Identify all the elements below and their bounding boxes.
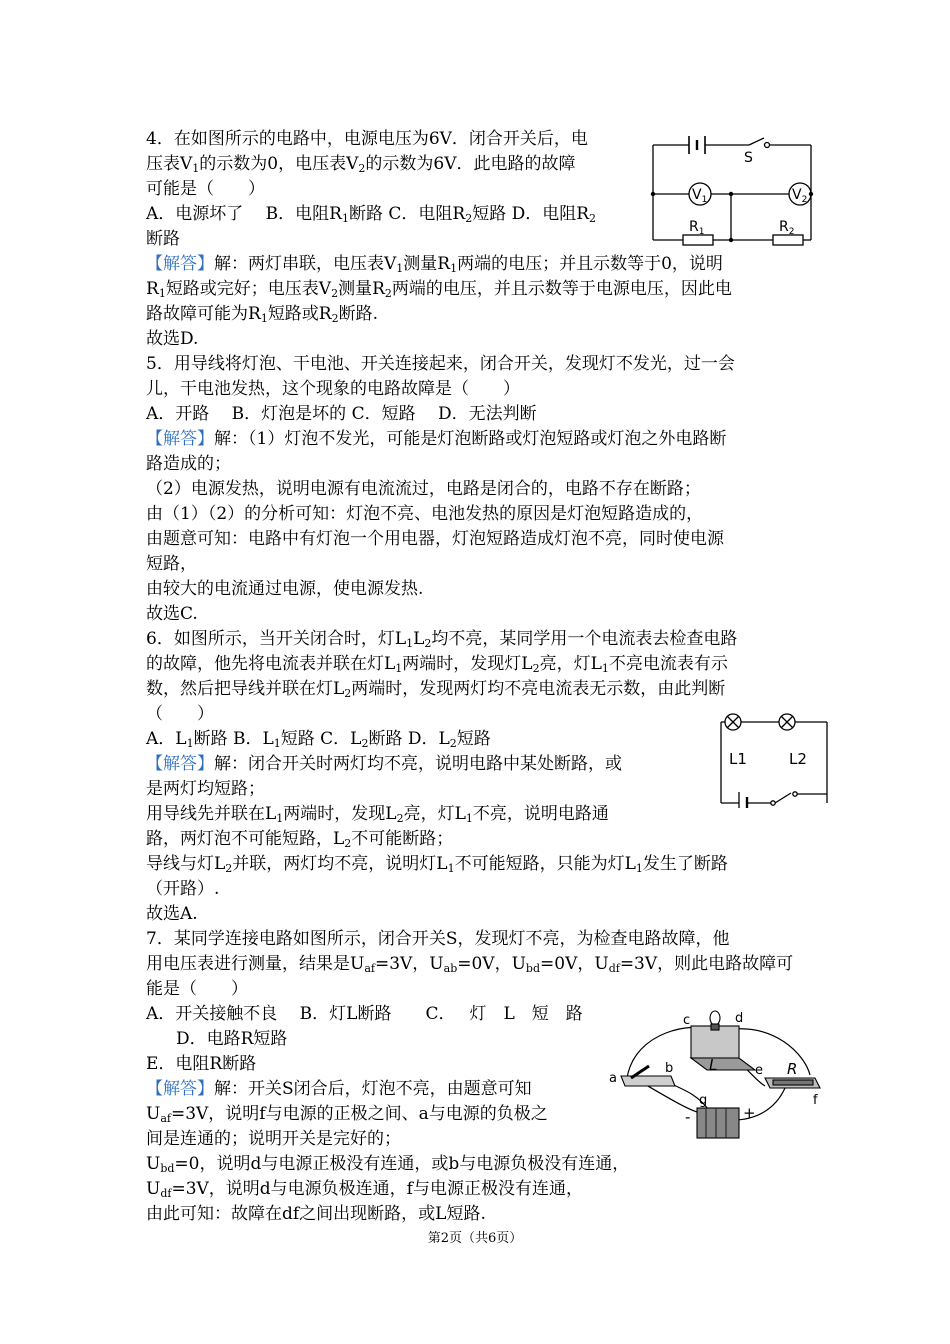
q4-answer-2: $R_1$短路或完好；电压表$V_2$测量$R_2$两端的电压，并且示数等于电源电压，因此电	[146, 279, 732, 300]
q7-answer-1: 【解答】解：开关S闭合后，灯泡不亮，由题意可知	[146, 1079, 532, 1099]
q7-label-minus: -	[685, 1108, 691, 1126]
q4-options: A．电源坏了 B．电阻$R_1$断路 C．电阻$R_2$短路 D．电阻$R_2$	[146, 204, 597, 225]
q6-answer-3: 用导线先并联在$L_1$两端时，发现$L_2$亮，灯$L_1$不亮，说明电路通	[146, 804, 609, 825]
q5-answer-3: （2）电源发热，说明电源有电流流过，电路是闭合的，电路不存在断路；	[146, 479, 701, 499]
q7-label-a: a	[609, 1071, 617, 1086]
q4-choice: 故选D.	[146, 329, 199, 349]
q4-v2-label: $V_2$	[792, 187, 808, 205]
q6-line1: 6．如图所示，当开关闭合时，灯$L_1L_2$均不亮，某同学用一个电流表去检查电路	[146, 629, 738, 650]
q4-line5: 断路	[146, 229, 180, 249]
q6-answer-1: 【解答】解：闭合开关时两灯均不亮，说明电路中某处断路，或	[146, 754, 622, 774]
q7-label-resistor: R	[787, 1060, 798, 1078]
q6-choice: 故选A.	[146, 904, 198, 924]
q7-label-lamp: L	[709, 1056, 718, 1074]
q5-line1: 5．用导线将灯泡、干电池、开关连接起来，闭合开关，发现灯不发光，过一会	[146, 354, 735, 374]
q6-circuit-diagram	[715, 708, 833, 808]
q4-v1-label: $V_1$	[692, 187, 708, 205]
q5-answer-5: 由题意可知：电路中有灯泡一个用电器，灯泡短路造成灯泡不亮，同时使电源	[146, 529, 724, 549]
q6-options: A．$L_1$断路 B．$L_1$短路 C．$L_2$断路 D．$L_2$短路	[146, 729, 491, 750]
q6-answer-4: 路，两灯泡不可能短路，$L_2$不可能断路；	[146, 829, 454, 850]
q6-answer-5: 导线与灯$L_2$并联，两灯均不亮，说明灯$L_1$不可能短路，只能为灯$L_1$发生了断路	[146, 854, 728, 875]
q7-options-1: A．开关接触不良 B．灯L断路 C． 灯 L 短 路	[146, 1004, 583, 1024]
q6-l1-label: L1	[729, 750, 747, 768]
q5-options: A．开路 B．灯泡是坏的 C．短路 D．无法判断	[146, 404, 537, 424]
q4-switch-label: S	[744, 150, 753, 166]
q6-answer-2: 是两灯均短路；	[146, 779, 265, 799]
q7-line2: 用电压表进行测量，结果是$U_{af}=3V$，$U_{ab}=0V$，$U_{bd}=0V$，$U_{df}=3V$，则此电路故障可	[146, 954, 794, 975]
q6-l2-label: L2	[789, 750, 807, 768]
q4-line1: 4．在如图所示的电路中，电源电压为6V．闭合开关后，电	[146, 129, 588, 149]
q7-label-e: e	[755, 1063, 763, 1078]
q6-line3: 数，然后把导线并联在灯$L_2$两端时，发现两灯均不亮电流表无示数，由此判断	[146, 679, 726, 700]
q7-line1: 7．某同学连接电路如图所示，闭合开关S，发现灯不亮，为检查电路故障，他	[146, 929, 730, 949]
q5-answer-4: 由（1）（2）的分析可知：灯泡不亮、电池发热的原因是灯泡短路造成的，	[146, 504, 704, 524]
q6-answer-6: （开路）.	[146, 879, 220, 899]
q4-answer-1: 【解答】解：两灯串联，电压表$V_1$测量$R_1$两端的电压；并且示数等于0，说明	[146, 254, 723, 275]
q7-label-b: b	[665, 1061, 674, 1076]
q4-r1-label: $R_1$	[689, 219, 705, 237]
q5-line2: 儿，干电池发热，这个现象的电路故障是（ ）	[146, 379, 520, 399]
q7-answer-6: 由此可知：故障在df之间出现断路，或L短路.	[146, 1204, 486, 1224]
q4-circuit-diagram	[645, 128, 820, 250]
q6-line4: （ ）	[146, 704, 214, 724]
q4-line3: 可能是（ ）	[146, 179, 265, 199]
q7-answer-2: $U_{af}=3V$，说明f与电源的正极之间、a与电源的负极之	[146, 1104, 548, 1125]
q4-line2: 压表$V_1$的示数为0，电压表$V_2$的示数为6V．此电路的故障	[146, 154, 576, 175]
q7-line3: 能是（ ）	[146, 979, 248, 999]
q5-answer-7: 由较大的电流通过电源，使电源发热.	[146, 579, 424, 599]
q7-label-f: f	[813, 1093, 818, 1108]
q7-label-plus: +	[743, 1104, 756, 1122]
q7-answer-4: $U_{bd}=0$，说明d与电源正极没有连通，或b与电源负极没有连通，	[146, 1154, 630, 1175]
q5-answer-1: 【解答】解：（1）灯泡不发光，可能是灯泡断路或灯泡短路或灯泡之外电路断	[146, 429, 727, 449]
q7-label-d: d	[735, 1011, 744, 1026]
q7-options-3: E．电阻R断路	[146, 1054, 257, 1074]
q7-label-g: g	[699, 1093, 708, 1108]
q7-answer-3: 间是连通的；说明开关是完好的；	[146, 1129, 401, 1149]
q5-answer-6: 短路，	[146, 554, 197, 574]
q5-answer-2: 路造成的；	[146, 454, 231, 474]
q7-label-c: c	[683, 1013, 691, 1028]
q4-r2-label: $R_2$	[779, 219, 795, 237]
q6-line2: 的故障，他先将电流表并联在灯$L_1$两端时，发现灯$L_2$亮，灯$L_1$不亮电流表有示	[146, 654, 728, 675]
q7-options-2: D．电路R短路	[176, 1029, 288, 1049]
q5-choice: 故选C.	[146, 604, 198, 624]
q7-circuit-diagram	[605, 1000, 823, 1142]
page-footer: 第2页（共6页）	[427, 1231, 523, 1246]
q4-answer-3: 路故障可能为$R_1$短路或$R_2$断路.	[146, 304, 379, 325]
q7-answer-5: $U_{df}=3V$，说明d与电源负极连通，f与电源正极没有连通，	[146, 1179, 583, 1200]
